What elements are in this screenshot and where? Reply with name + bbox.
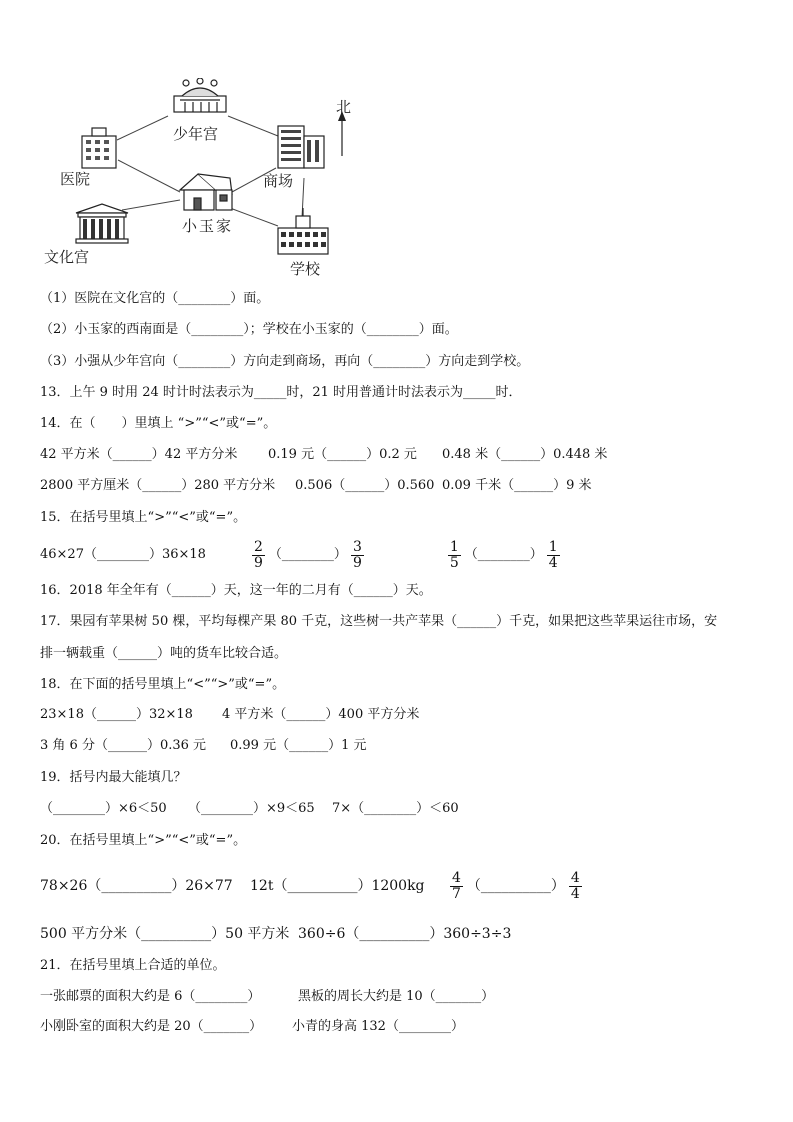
q19-item: （________）×6＜50 [40, 801, 167, 816]
q17-line2: 排一辆载重（______）吨的货车比较合适。 [40, 646, 288, 661]
numerator: 4 [570, 869, 580, 886]
denominator: 7 [452, 885, 461, 902]
denominator: 9 [254, 554, 263, 571]
q12-sub2: （2）小玉家的西南面是（________）；学校在小玉家的（________）面。 [40, 322, 458, 337]
culture-palace-label: 文化宫 [44, 248, 90, 266]
denominator: 4 [548, 554, 558, 571]
q14-item: 0.506（______）0.560 [295, 478, 435, 493]
q20-row2 [40, 926, 511, 942]
direction-map [40, 78, 370, 283]
fraction [252, 540, 265, 571]
north-label: 北 [336, 98, 352, 116]
home-icon [180, 174, 232, 210]
q19-row [40, 801, 459, 817]
numerator: 4 [452, 869, 461, 886]
q21-item: 小刚卧室的面积大约是 20（_______） [40, 1019, 263, 1034]
hospital-icon [82, 128, 116, 168]
q18-item: 3 角 6 分（______）0.36 元 [40, 738, 207, 753]
answer-blank: （________） [464, 547, 543, 562]
q16: 16．2018 年全年有（______）天，这一年的二月有（______）天。 [40, 583, 432, 598]
denominator: 9 [352, 554, 362, 571]
denominator: 4 [570, 885, 580, 902]
q12-sub3: （3）小强从少年宫向（________）方向走到商场，再向（________）方向走到学校。 [40, 354, 530, 369]
q18-row2 [40, 738, 366, 754]
answer-blank: （__________） [466, 878, 565, 894]
q21-title: 21．在括号里填上合适的单位。 [40, 958, 226, 973]
youth-palace-label: 少年宫 [173, 125, 219, 143]
q19-item: 7×（________）＜60 [332, 801, 459, 816]
q14-title: 14．在（ ）里填上 “>”“<”或“=”。 [40, 416, 277, 431]
q14-item: 0.09 千米（______）9 米 [442, 478, 592, 493]
fraction [569, 871, 582, 902]
q21-item: 一张邮票的面积大约是 6（________） [40, 989, 261, 1004]
denominator: 5 [449, 554, 459, 571]
fraction [450, 871, 463, 902]
q18-item: 4 平方米（______）400 平方分米 [222, 707, 420, 722]
answer-blank: （________） [268, 547, 347, 562]
q20-item: 500 平方分米（__________）50 平方米 [40, 926, 290, 942]
numerator: 2 [254, 538, 263, 555]
hospital-label: 医院 [60, 170, 91, 188]
q19-title: 19．括号内最大能填几？ [40, 770, 187, 785]
home-label: 小玉家 [182, 217, 234, 235]
q21-item: 小青的身高 132（________） [292, 1019, 464, 1034]
q19-item: （________）×9＜65 [188, 801, 315, 816]
north-arrow-icon [338, 111, 346, 156]
numerator: 3 [352, 538, 362, 555]
mall-label: 商场 [263, 172, 294, 190]
q18-item: 23×18（______）32×18 [40, 707, 193, 722]
q15-title: 15．在括号里填上“>”“<”或“=”。 [40, 510, 247, 525]
q18-item: 0.99 元（______）1 元 [230, 738, 367, 753]
fraction [448, 540, 461, 571]
culture-palace-icon [76, 204, 128, 243]
q14-item: 0.48 米（______）0.448 米 [442, 447, 608, 462]
youth-palace-icon [174, 78, 226, 112]
q21-row1 [40, 989, 494, 1005]
q17-line1: 17．果园有苹果树 50 棵，平均每棵产果 80 千克，这些树一共产苹果（______）千克，如果把这些苹果运往市场，安 [40, 614, 718, 629]
school-icon [278, 208, 328, 254]
school-label: 学校 [290, 260, 321, 278]
q12-sub1: （1）医院在文化宫的（________）面。 [40, 291, 270, 306]
numerator: 1 [449, 538, 459, 555]
q18-row1 [40, 707, 419, 723]
q15-item: 46×27（________）36×18 [40, 547, 206, 562]
q20-item: 78×26（__________）26×77 [40, 878, 233, 894]
q20-item: 12t（__________）1200kg [250, 878, 425, 894]
q15-row [40, 536, 564, 574]
q14-item: 2800 平方厘米（______）280 平方分米 [40, 478, 276, 493]
q20-item: 360÷6（__________）360÷3÷3 [298, 926, 512, 942]
fraction [351, 540, 364, 571]
q14-item: 42 平方米（______）42 平方分米 [40, 447, 238, 462]
numerator: 1 [548, 538, 558, 555]
q20-title: 20．在括号里填上“>”“<”或“=”。 [40, 833, 247, 848]
fraction [547, 540, 560, 571]
q20-row1 [40, 866, 586, 906]
q14-row1 [40, 447, 607, 463]
q13: 13．上午 9 时用 24 时计时法表示为_____时，21 时用普通计时法表示为_____时． [40, 385, 522, 400]
q18-title: 18．在下面的括号里填上“<”“>”或“=”。 [40, 677, 286, 692]
q21-item: 黑板的周长大约是 10（_______） [298, 989, 495, 1004]
q14-row2 [40, 478, 591, 494]
q14-item: 0.19 元（______）0.2 元 [268, 447, 417, 462]
mall-icon [278, 126, 324, 168]
q21-row2 [40, 1019, 464, 1035]
